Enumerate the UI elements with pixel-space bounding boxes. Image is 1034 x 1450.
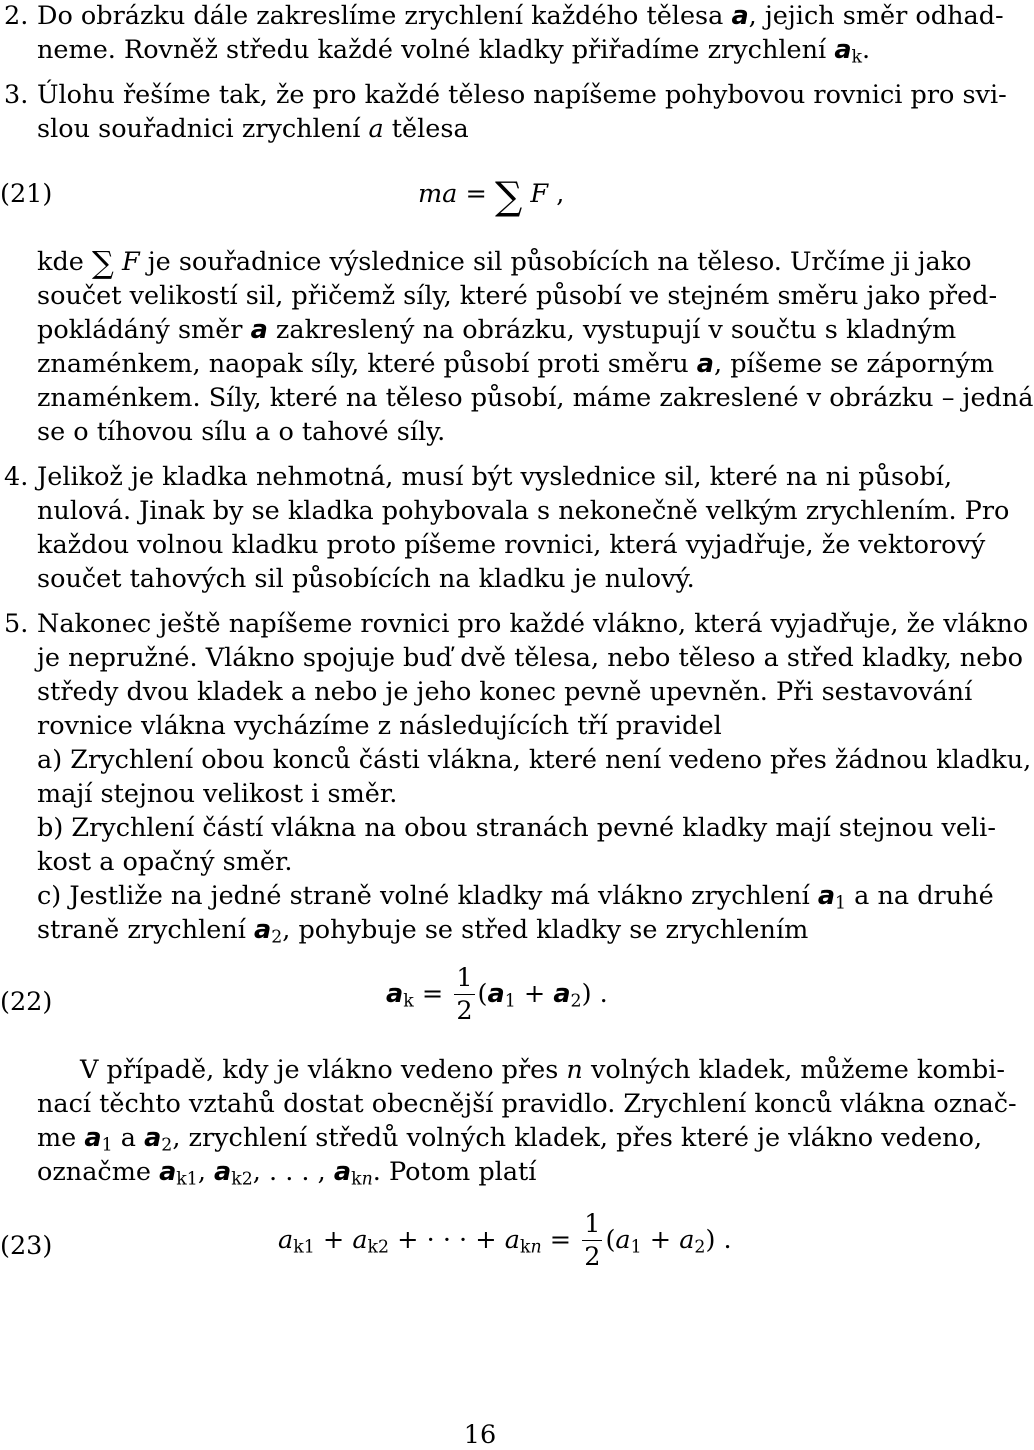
item-3-line-3: kde ∑ F je souřadnice výslednice sil působících na těleso. Určíme ji jako	[37, 246, 972, 281]
item-3-line-2: slou souřadnici zrychlení a tělesa	[37, 114, 469, 144]
page-number: 16	[463, 1420, 497, 1450]
rule-b-line-1: b) Zrychlení částí vlákna na obou stranách pevné kladky mají stejnou veli-	[37, 813, 996, 843]
equation-21-label: (21)	[0, 179, 53, 209]
equation-23: $a_{k1} + a_{k2}$ + · · · + $a_{kn}$ = $\frac{1}{2}$ $(a_1 + a_2)$ .	[278, 1209, 732, 1272]
rule-a-line-2: mají stejnou velikost i směr.	[37, 779, 398, 809]
item-number: 3.	[4, 80, 29, 110]
item-4-line-2: nulová. Jinak by se kladka pohybovala s nekonečně velkým zrychlením. Pro	[37, 496, 1010, 526]
equation-22-label: (22)	[0, 987, 53, 1017]
general-rule-line-1: V případě, kdy je vlákno vedeno přes n volných kladek, můžeme kombi-	[80, 1055, 1005, 1085]
fraction-one-half: $\frac{1}{2}$	[456, 963, 473, 1026]
item-4-line-3: každou volnou kladku proto píšeme rovnici, která vyjadřuje, že vektorový	[37, 530, 986, 560]
item-2-line-2: neme. Rovněž středu každé volné kladky přiřadíme zrychlení $a_k$.	[37, 35, 871, 68]
item-3-line-6: znaménkem, naopak síly, které působí proti směru a, píšeme se záporným	[37, 349, 995, 379]
equation-21: ma = ∑ F ,	[418, 174, 565, 219]
rule-c-line-2: straně zrychlení $a_2$, pohybuje se střed kladky se zrychlením	[37, 915, 809, 948]
item-3-line-5: pokládáný směr a zakreslený na obrázku, vystupují v součtu s kladným	[37, 315, 957, 345]
fraction-one-half: $\frac{1}{2}$	[584, 1209, 601, 1272]
general-rule-line-2: nací těchto vztahů dostat obecnější pravidlo. Zrychlení konců vlákna označ-	[37, 1089, 1017, 1119]
general-rule-line-3: me $a_1$ a $a_2$, zrychlení středů volných kladek, přes které je vlákno vedeno,	[37, 1123, 983, 1156]
equation-23-label: (23)	[0, 1231, 53, 1261]
item-number: 5.	[4, 609, 29, 639]
document-page: 2. Do obrázku dále zakreslíme zrychlení každého tělesa a, jejich směr odhad- neme. Rovněž středu každé volné kladky přiřadíme zrychlení $a_k$. 3. Úlohu řešíme tak, že pro každé těleso napíšeme pohybovou rovnici pro svi- slou souřadnici zrychlení a tělesa ma = ∑ F , (21) kde ∑ F je souřadnice výslednice sil působících na těleso. Určíme ji jako součet velikostí sil, přičemž síly, které působí ve stejném směru jako před- pokládáný směr a zakreslený na obrázku, vystupují v součtu s kladným znaménkem, naopak síly, které působí proti směru a, píšeme se záporným znaménkem. Síly, které na těleso působí, máme zakreslené v obrázku – jedná se o tíhovou sílu a o tahové síly. 4. Jelikož je kladka nehmotná, musí být vyslednice sil, které na ni působí, nulová. Jinak by se kladka pohybovala s nekonečně velkým zrychlením. Pro každou volnou kladku proto píšeme rovnici, která vyjadřuje, že vektorový součet tahových sil působících na kladku je nulový. 5. Nakonec ještě napíšeme rovnici pro každé vlákno, která vyjadřuje, že vlákno je nepružné. Vlákno spojuje buď dvě tělesa, nebo těleso a střed kladky, nebo středy dvou kladek a nebo je jeho konec pevně upevněn. Při sestavování rovnice vlákna vycházíme z následujících tří pravidel a) Zrychlení obou konců části vlákna, které není vedeno přes žádnou kladku, mají stejnou velikost i směr. b) Zrychlení částí vlákna na obou stranách pevné kladky mají stejnou veli- kost a opačný směr. c) Jestliže na jedné straně volné kladky má vlákno zrychlení $a_1$ a na druhé straně zrychlení $a_2$, pohybuje se střed kladky se zrychlením $a_k$ = $\frac{1}{2}$ $(a_1 + a_2)$ . (22) V případě, kdy je vlákno vedeno přes n volných kladek, můžeme kombi- nací těchto vztahů dostat obecnější pravidlo. Zrychlení konců vlákna označ- me $a_1$ a $a_2$, zrychlení středů volných kladek, přes které je vlákno vedeno, označme $a_{k1}$, $a_{k2}$, . . . , $a_{kn}$. Potom platí $a_{k1} + a_{k2}$ + · · · + $a_{kn}$ = $\frac{1}{2}$ $(a_1 + a_2)$ . (23) 16	[0, 1, 1034, 1450]
item-5-line-4: rovnice vlákna vycházíme z následujících tří pravidel	[37, 711, 722, 741]
equation-22: $a_k$ = $\frac{1}{2}$ $(a_1 + a_2)$ .	[386, 963, 608, 1026]
item-5-line-3: středy dvou kladek a nebo je jeho konec pevně upevněn. Při sestavování	[37, 677, 973, 707]
item-number: 2.	[4, 1, 29, 31]
item-3-line-8: se o tíhovou sílu a o tahové síly.	[37, 417, 446, 447]
item-3-line-7: znaménkem. Síly, které na těleso působí, máme zakreslené v obrázku – jedná	[37, 383, 1034, 413]
rule-c-line-1: c) Jestliže na jedné straně volné kladky má vlákno zrychlení $a_1$ a na druhé	[37, 881, 994, 914]
item-number: 4.	[4, 462, 29, 492]
item-3-line-4: součet velikostí sil, přičemž síly, které působí ve stejném směru jako před-	[37, 281, 998, 311]
general-rule-line-4: označme $a_{k1}$, $a_{k2}$, . . . , $a_{kn}$. Potom platí	[37, 1157, 537, 1190]
item-4-line-4: součet tahových sil působících na kladku je nulový.	[37, 564, 695, 594]
item-5-line-2: je nepružné. Vlákno spojuje buď dvě tělesa, nebo těleso a střed kladky, nebo	[37, 643, 1023, 673]
rule-b-line-2: kost a opačný směr.	[37, 847, 293, 877]
rule-a-line-1: a) Zrychlení obou konců části vlákna, které není vedeno přes žádnou kladku,	[37, 745, 1032, 775]
